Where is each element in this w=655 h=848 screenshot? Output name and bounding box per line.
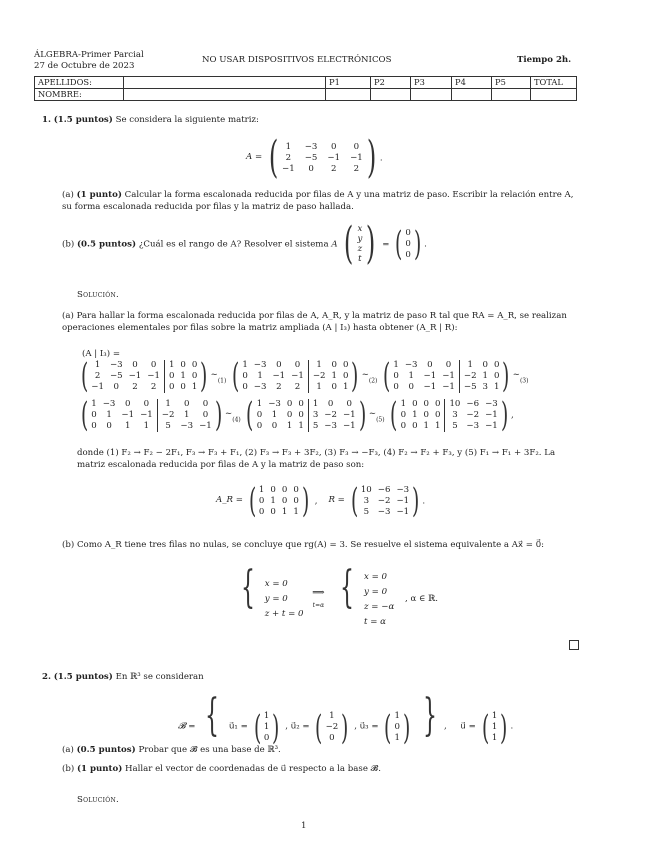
matrix-entry: −2 xyxy=(377,495,391,506)
matrix-entry: 0 xyxy=(191,370,198,381)
R-label: R = xyxy=(328,495,345,506)
q2-number: 2. xyxy=(42,672,51,682)
matrix-entry: 1 xyxy=(143,420,150,431)
matrix-entry: 0 xyxy=(342,359,349,370)
AR-and-R-matrices: A_R = ( 1 0 0 0 0 1 0 0 0 0 1 1 ) , R = ( 10 −6 −3 3 −2 −1 5 −3 −1 ) . xyxy=(216,481,426,521)
q2b-statement xyxy=(62,764,381,776)
step-2-label: (2) xyxy=(368,377,378,385)
matrix-entry: −3 xyxy=(109,359,123,370)
q2b-text: Hallar el vector de coordenadas de u⃗ respecto a la base 𝓑. xyxy=(125,764,381,774)
matrix-entry: 0 xyxy=(405,238,411,249)
q1-solution-a xyxy=(62,311,582,334)
aug5-right xyxy=(308,399,356,432)
matrix-entry: 0 xyxy=(331,359,337,370)
matrix-entry: 2 xyxy=(294,381,301,392)
basis-label: 𝓑 = xyxy=(178,721,196,732)
matrix-entry: 1 xyxy=(106,409,112,420)
matrix-entry: −3 xyxy=(253,381,267,392)
matrix-entry: 0 xyxy=(150,359,157,370)
equation-line: y = 0 xyxy=(264,594,288,604)
matrix-entry: 0 xyxy=(106,420,112,431)
matrix-entry: 1 xyxy=(184,409,190,420)
col-p3: P3 xyxy=(411,77,452,89)
matrix-entry: 0 xyxy=(308,163,314,174)
matrix-entry: 0 xyxy=(435,409,441,420)
AR-matrix xyxy=(259,485,299,518)
col-total: TOTAL xyxy=(531,77,577,89)
q1-heading xyxy=(42,115,259,127)
step-5-label: (5) xyxy=(376,416,385,424)
matrix-entry: 2 xyxy=(132,381,138,392)
page-number: 1 xyxy=(301,821,307,831)
matrix-entry: 0 xyxy=(286,409,293,420)
q1a-label: (a) xyxy=(62,190,74,200)
matrix-entry: 0 xyxy=(191,359,198,370)
matrix-entry: 0 xyxy=(400,409,407,420)
alpha-domain: , α ∈ ℝ. xyxy=(404,593,438,604)
matrix-entry: 1 xyxy=(258,484,265,495)
q2-intro: En ℝ³ se consideran xyxy=(115,672,204,682)
matrix-entry: −2 xyxy=(161,409,175,420)
matrix-entry: −1 xyxy=(282,163,295,174)
matrix-entry: 1 xyxy=(285,141,292,152)
qed-square-icon xyxy=(569,640,579,650)
matrix-entry: 1 xyxy=(467,359,473,370)
sol-a-text: Para hallar la forma escalonada reducida por filas de A, A_R, y la matriz de paso R tal que RA = A_R, se realizan operaciones elementales por filas sobre la matriz ampliada (A | I₃) hasta obtener (A_R | R): xyxy=(62,311,567,333)
matrix-entry: 0 xyxy=(168,381,175,392)
matrix-entry: 0 xyxy=(113,381,119,392)
matrix-entry: 1 xyxy=(257,370,263,381)
aug6-right xyxy=(444,399,497,432)
matrix-entry: −5 xyxy=(109,370,123,381)
matrix-entry: −1 xyxy=(442,370,455,381)
matrix-entry: 0 xyxy=(342,370,349,381)
matrix-entry: −3 xyxy=(324,420,337,431)
matrix-entry: 1 xyxy=(412,409,418,420)
AR-label: A_R = xyxy=(216,495,243,506)
matrix-A-label: A = xyxy=(246,152,263,163)
sol-a-label: (a) xyxy=(62,311,74,321)
matrix-entry: −1 xyxy=(199,420,212,431)
matrix-entry: −1 xyxy=(396,495,410,506)
matrix-entry: −1 xyxy=(291,370,304,381)
matrix-entry: 0 xyxy=(393,381,399,392)
matrix-entry: x xyxy=(357,224,363,234)
R-matrix xyxy=(361,485,409,518)
u1-label: u⃗₁ = xyxy=(228,721,248,732)
matrix-entry: 0 xyxy=(276,359,282,370)
q1a-points: (1 punto) xyxy=(76,190,122,200)
aug1-left xyxy=(91,360,160,393)
q1b-unknown-vector xyxy=(357,224,362,264)
matrix-entry: 0 xyxy=(400,420,407,431)
nombre-label: NOMBRE: xyxy=(35,89,124,101)
aug2-right xyxy=(308,360,349,393)
matrix-entry: −1 xyxy=(423,381,437,392)
matrix-entry: −1 xyxy=(342,409,356,420)
matrix-entry: 1 xyxy=(482,370,489,381)
matrix-entry: 0 xyxy=(293,484,299,495)
matrix-entry: 1 xyxy=(400,398,407,409)
equation-line: z = −α xyxy=(364,601,395,612)
matrix-entry: 1 xyxy=(180,370,186,381)
matrix-entry: 1 xyxy=(242,359,248,370)
matrix-entry: 0 xyxy=(294,359,301,370)
aug3-left xyxy=(393,360,454,393)
matrix-entry: 1 xyxy=(393,359,399,370)
q2-solution-label: Solución. xyxy=(77,795,120,805)
matrix-entry: 1 xyxy=(491,733,498,743)
matrix-entry: 1 xyxy=(408,370,414,381)
matrix-entry: 1 xyxy=(494,381,500,392)
q1b-label: (b) xyxy=(62,239,75,250)
matrix-entry: 10 xyxy=(360,484,372,495)
col-p5: P5 xyxy=(492,77,531,89)
q1-intro: Se considera la siguiente matriz: xyxy=(115,115,259,125)
matrix-entry: −5 xyxy=(304,152,318,163)
matrix-entry: 0 xyxy=(423,398,429,409)
u-vector xyxy=(492,711,497,744)
matrix-entry: −1 xyxy=(485,409,498,420)
q1-points: (1.5 puntos) xyxy=(53,115,113,125)
matrix-entry: −3 xyxy=(466,420,480,431)
grade-table xyxy=(34,76,577,101)
matrix-A-entries xyxy=(282,142,363,175)
matrix-entry: 0 xyxy=(408,381,414,392)
basis-definition: 𝓑 = { u⃗₁ = ( 1 1 0 ) , u⃗₂ = ( 1 −2 0 ) , u⃗₃ = ( 1 0 1 ) } , u⃗ = ( 1 1 1 ) . xyxy=(178,690,514,748)
matrix-entry: 0 xyxy=(91,420,97,431)
step-1-label: (1) xyxy=(217,377,227,385)
matrix-entry: 0 xyxy=(180,359,186,370)
nombre-field[interactable] xyxy=(124,89,326,101)
matrix-entry: 0 xyxy=(286,398,293,409)
matrix-entry: 0 xyxy=(256,420,263,431)
matrix-entry: 0 xyxy=(293,495,299,506)
exam-date: 27 de Octubre de 2023 xyxy=(34,61,135,71)
q1-solution-label: Solución. xyxy=(77,290,120,300)
matrix-entry: −2 xyxy=(324,409,337,420)
q2a-points: (0.5 puntos) xyxy=(76,745,136,755)
matrix-entry: 1 xyxy=(293,506,299,517)
matrix-entry: −2 xyxy=(325,722,339,732)
matrix-entry: −1 xyxy=(342,420,356,431)
equation-line: z + t = 0 xyxy=(264,609,304,619)
row-reduction-line-2: ( 1 −3 0 0 0 1 −1 −1 0 0 1 1 1 0 0 −2 1 0 5 −3 −1 ) $\sim_{(4)}$ ( 1 −3 0 0 0 1 0 0 0 0 1 1 1 0 0 3 −2 −1 5 −3 −1 ) $\sim_{(5)}$ ( 1 0 0 0 0 1 0 0 0 0 1 1 10 −6 −3 3 −2 −1 5 −3 −1 ) , xyxy=(80,395,514,435)
matrix-entry: 0 xyxy=(394,722,401,732)
equation-system: { x = 0 y = 0 z + t = 0 ⟹ t=α { x = 0 y = 0 z = −α t = α , α ∈ ℝ. xyxy=(234,566,438,630)
matrix-entry: 1 xyxy=(435,420,441,431)
system-left xyxy=(265,577,304,622)
matrix-entry: 0 xyxy=(125,398,131,409)
matrix-entry: −1 xyxy=(272,370,286,381)
equation-line: y = 0 xyxy=(364,586,388,597)
matrix-entry: −1 xyxy=(128,370,142,381)
score-p4[interactable] xyxy=(452,89,492,101)
matrix-entry: −3 xyxy=(485,398,498,409)
q1b-zero-vector xyxy=(405,228,410,261)
matrix-entry: 1 xyxy=(256,398,263,409)
matrix-entry: 0 xyxy=(298,398,304,409)
matrix-entry: 0 xyxy=(427,359,433,370)
q1a-statement xyxy=(62,190,582,213)
matrix-entry: −3 xyxy=(253,359,267,370)
matrix-entry: −2 xyxy=(312,370,326,381)
matrix-entry: 2 xyxy=(353,163,360,174)
q1b-text: ¿Cuál es el rango de A? Resolver el sistema xyxy=(138,239,329,250)
matrix-entry: 0 xyxy=(346,398,353,409)
matrix-entry: 1 xyxy=(316,381,322,392)
matrix-entry: −3 xyxy=(377,506,391,517)
matrix-entry: 5 xyxy=(363,506,370,517)
augmented-label: (A | I₃) = xyxy=(82,349,121,359)
equation-line: t = α xyxy=(364,616,386,627)
score-p1[interactable] xyxy=(326,89,371,101)
matrix-entry: −1 xyxy=(423,370,437,381)
matrix-entry: 0 xyxy=(143,398,150,409)
matrix-entry: y xyxy=(357,234,363,244)
matrix-entry: 0 xyxy=(91,409,97,420)
matrix-entry: 1 xyxy=(271,409,278,420)
step-4-label: (4) xyxy=(232,416,241,424)
system-right xyxy=(364,570,394,630)
matrix-entry: 0 xyxy=(435,398,441,409)
matrix-entry: 2 xyxy=(285,152,292,163)
matrix-entry: 0 xyxy=(270,506,276,517)
matrix-entry: 0 xyxy=(405,227,411,238)
matrix-entry: −3 xyxy=(180,420,194,431)
course-title: ÁLGEBRA-Primer Parcial xyxy=(34,50,144,60)
row-reduction-line-1: ( 1 −3 0 0 2 −5 −1 −1 −1 0 2 2 1 0 0 0 1 0 0 0 1 ) $\sim_{(1)}$ ( 1 −3 0 0 0 1 −1 −1 0 −3 2 2 1 0 0 −2 1 0 1 0 1 ) $\sim_{(2)}$ ( 1 −3 0 0 0 1 −1 −1 0 0 −1 −1 1 0 0 −2 1 0 −5 3 1 ) $\sim_{(3)}$ xyxy=(80,356,529,396)
u3-label: u⃗₃ = xyxy=(359,721,379,732)
matrix-entry: 0 xyxy=(423,409,429,420)
q2b-points: (1 punto) xyxy=(76,764,123,774)
score-p3[interactable] xyxy=(411,89,452,101)
q2a-label: (a) xyxy=(62,745,74,755)
matrix-entry: 1 xyxy=(312,398,319,409)
matrix-entry: 5 xyxy=(312,420,319,431)
q2b-label: (b) xyxy=(62,764,75,774)
matrix-entry: 2 xyxy=(330,163,337,174)
aug2-left xyxy=(242,360,303,393)
matrix-entry: 0 xyxy=(329,733,335,743)
q1b-statement: (b) (0.5 puntos) ¿Cuál es el rango de A? Resolver el sistema A ( x y z t ) = ( 0 0 0 ) . xyxy=(62,218,427,269)
matrix-entry: 0 xyxy=(263,733,270,743)
matrix-entry: 0 xyxy=(132,359,138,370)
matrix-entry: 0 xyxy=(494,359,500,370)
matrix-entry: 0 xyxy=(405,249,411,260)
matrix-entry: 0 xyxy=(242,381,248,392)
u1-vector xyxy=(264,711,269,744)
u-label: u⃗ = xyxy=(460,721,476,732)
matrix-entry: −1 xyxy=(442,381,455,392)
q1-solution-b xyxy=(62,540,582,552)
q2a-text: Probar que 𝓑 es una base de ℝ³. xyxy=(138,745,281,755)
col-p2: P2 xyxy=(371,77,411,89)
aug6-left xyxy=(401,399,441,432)
matrix-entry: 0 xyxy=(258,506,265,517)
matrix-entry: −3 xyxy=(304,141,318,152)
q2-heading xyxy=(42,672,204,684)
aug1-right xyxy=(164,360,197,393)
matrix-entry: −6 xyxy=(466,398,480,409)
q1-number: 1. xyxy=(42,115,51,125)
matrix-entry: 0 xyxy=(258,495,265,506)
matrix-entry: 1 xyxy=(281,506,288,517)
matrix-entry: −3 xyxy=(268,398,281,409)
matrix-entry: −1 xyxy=(147,370,160,381)
q1b-matrix-symbol: A xyxy=(331,239,338,250)
row-operations-text: donde (1) F₂ → F₂ − 2F₁, F₃ → F₃ + F₁, (2) F₃ → F₃ + 3F₂, (3) F₃ → −F₃, (4) F₂ → F₂ + F₃, y (5) F₁ → F₁ + 3F₂. La matriz escalonada reducida por filas de A y la matriz de paso son: xyxy=(77,448,556,470)
equation-line: x = 0 xyxy=(364,571,388,582)
step-3-label: (3) xyxy=(519,377,529,385)
q2-points: (1.5 puntos) xyxy=(53,672,113,682)
matrix-entry: 0 xyxy=(202,409,209,420)
matrix-entry: 1 xyxy=(191,381,198,392)
matrix-entry: 0 xyxy=(281,495,288,506)
u2-vector xyxy=(326,711,339,744)
aug4-left xyxy=(91,399,152,432)
matrix-entry: 0 xyxy=(271,420,278,431)
matrix-entry: −3 xyxy=(396,484,410,495)
matrix-entry: 0 xyxy=(327,398,334,409)
matrix-entry: 1 xyxy=(423,420,429,431)
aug3-right xyxy=(459,360,500,393)
matrix-entry: 1 xyxy=(394,711,401,721)
matrix-entry: 0 xyxy=(445,359,452,370)
matrix-A: A = ( 1 −3 0 0 2 −5 −1 −1 −1 0 2 2 ) . xyxy=(246,132,383,183)
score-p2[interactable] xyxy=(371,89,411,101)
notice: NO USAR DISPOSITIVOS ELECTRÓNICOS xyxy=(202,55,392,65)
matrix-entry: 0 xyxy=(393,370,399,381)
matrix-entry: 1 xyxy=(342,381,349,392)
matrix-entry: 1 xyxy=(91,398,97,409)
matrix-entry: 1 xyxy=(491,722,498,732)
score-total[interactable] xyxy=(531,89,577,101)
matrix-entry: 1 xyxy=(329,711,335,721)
matrix-entry: 1 xyxy=(286,420,293,431)
matrix-entry: 0 xyxy=(242,370,248,381)
sol-b-text: Como A_R tiene tres filas no nulas, se concluye que rg(A) = 3. Se resuelve el sistema equivalente a Ax⃗ = 0⃗: xyxy=(76,540,545,550)
matrix-entry: 3 xyxy=(312,409,319,420)
matrix-entry: t xyxy=(358,254,362,264)
matrix-entry: 1 xyxy=(394,733,401,743)
matrix-entry: 0 xyxy=(270,484,276,495)
matrix-entry: −1 xyxy=(327,152,341,163)
matrix-entry: −1 xyxy=(350,152,363,163)
implies-sub: t=α xyxy=(312,601,325,609)
time-limit: Tiempo 2h. xyxy=(517,55,572,65)
matrix-entry: 5 xyxy=(165,420,171,431)
matrix-entry: 1 xyxy=(316,359,322,370)
matrix-entry: z xyxy=(357,244,363,254)
q1a-text: Calcular la forma escalonada reducida por filas de A y una matriz de paso. Escribir la relación entre A, su forma escalonada reducida por filas y la matriz de paso hallada. xyxy=(62,190,574,212)
matrix-entry: −1 xyxy=(396,506,410,517)
matrix-entry: 2 xyxy=(150,381,157,392)
matrix-entry: −6 xyxy=(377,484,391,495)
matrix-entry: 1 xyxy=(270,495,276,506)
matrix-entry: 0 xyxy=(412,420,418,431)
equation-line: x = 0 xyxy=(264,579,288,589)
matrix-entry: 1 xyxy=(298,420,304,431)
matrix-entry: 0 xyxy=(330,141,337,152)
matrix-entry: 5 xyxy=(452,420,458,431)
matrix-entry: −1 xyxy=(485,420,498,431)
matrix-entry: 1 xyxy=(94,359,101,370)
matrix-entry: 0 xyxy=(298,409,304,420)
aug5-left xyxy=(257,399,304,432)
u3-vector xyxy=(395,711,400,744)
matrix-entry: 10 xyxy=(449,398,461,409)
matrix-entry: 1 xyxy=(125,420,131,431)
sol-b-label: (b) xyxy=(62,540,75,550)
matrix-entry: −3 xyxy=(404,359,418,370)
matrix-entry: 3 xyxy=(452,409,458,420)
matrix-entry: −1 xyxy=(91,381,104,392)
matrix-entry: −2 xyxy=(466,409,480,420)
matrix-entry: −1 xyxy=(121,409,135,420)
matrix-entry: 1 xyxy=(331,370,337,381)
matrix-entry: 3 xyxy=(363,495,370,506)
matrix-entry: 0 xyxy=(184,398,190,409)
matrix-entry: 0 xyxy=(180,381,186,392)
matrix-entry: −2 xyxy=(463,370,477,381)
matrix-entry: 0 xyxy=(281,484,288,495)
matrix-entry: −3 xyxy=(102,398,116,409)
matrix-entry: 0 xyxy=(482,359,489,370)
matrix-entry: 1 xyxy=(263,711,270,721)
matrix-entry: 0 xyxy=(412,398,418,409)
apellidos-field[interactable] xyxy=(124,77,326,89)
matrix-entry: 1 xyxy=(168,359,175,370)
u2-label: u⃗₂ = xyxy=(290,721,310,732)
matrix-entry: 1 xyxy=(165,398,171,409)
aug4-right xyxy=(157,399,212,432)
col-p1: P1 xyxy=(326,77,371,89)
matrix-entry: 3 xyxy=(482,381,489,392)
matrix-entry: 2 xyxy=(276,381,282,392)
matrix-entry: 2 xyxy=(94,370,101,381)
matrix-entry: 0 xyxy=(256,409,263,420)
matrix-entry: 0 xyxy=(494,370,500,381)
implies-arrow: ⟹ xyxy=(312,587,325,598)
q1b-points: (0.5 puntos) xyxy=(76,239,137,250)
score-p5[interactable] xyxy=(492,89,531,101)
apellidos-label: APELLIDOS: xyxy=(35,77,124,89)
col-p4: P4 xyxy=(452,77,492,89)
matrix-entry: 0 xyxy=(331,381,337,392)
matrix-entry: 1 xyxy=(263,722,270,732)
matrix-entry: 0 xyxy=(353,141,360,152)
matrix-entry: 1 xyxy=(491,711,498,721)
matrix-entry: 0 xyxy=(168,370,175,381)
matrix-entry: −5 xyxy=(463,381,477,392)
q2a-statement xyxy=(62,745,281,757)
matrix-entry: −1 xyxy=(140,409,153,420)
matrix-entry: 0 xyxy=(202,398,209,409)
